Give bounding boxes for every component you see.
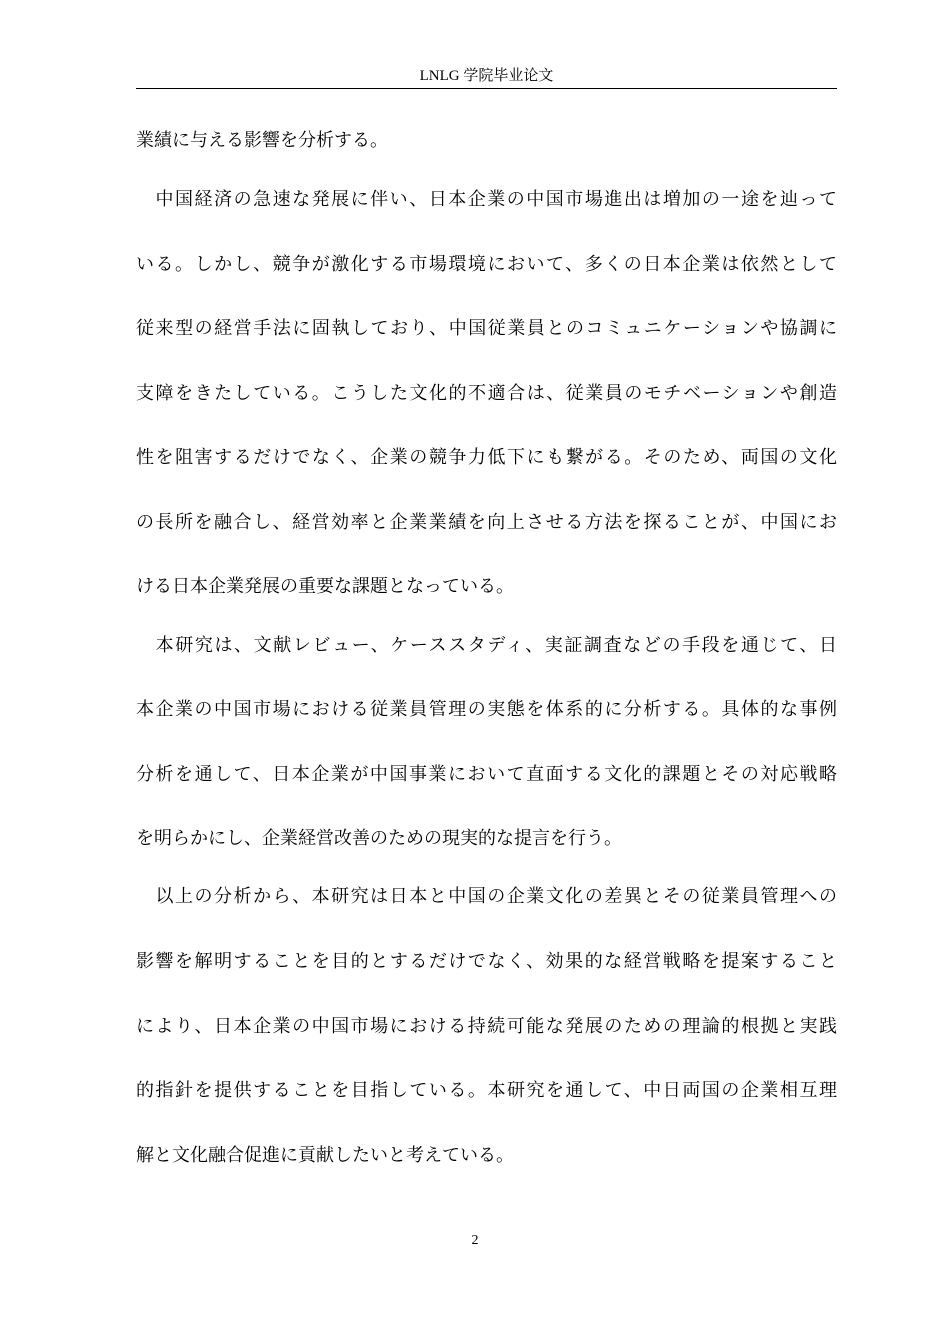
body-line: 中国経済の急速な発展に伴い、日本企業の中国市場進出は増加の一途を辿って <box>136 189 837 210</box>
body-line: の長所を融合し、経営効率と企業業績を向上させる方法を探ることが、中国にお <box>136 512 837 533</box>
header-title: LNLG 学院毕业论文 <box>419 68 554 84</box>
body-line: 性を阻害するだけでなく、企業の競争力低下にも繋がる。そのため、両国の文化 <box>136 447 837 468</box>
body-line: いる。しかし、競争が激化する市場環境において、多くの日本企業は依然として <box>136 254 837 275</box>
body-line: ける日本企業発展の重要な課題となっている。 <box>136 576 514 597</box>
body-line: 解と文化融合促進に貢献したいと考えている。 <box>136 1145 514 1166</box>
body-line: 影響を解明することを目的とするだけでなく、効果的な経営戦略を提案すること <box>136 951 837 972</box>
body-line: 以上の分析から、本研究は日本と中国の企業文化の差異とその従業員管理への <box>136 886 837 907</box>
body-line: により、日本企業の中国市場における持続可能な発展のための理論的根拠と実践 <box>136 1016 837 1037</box>
body-line: 本研究は、文献レビュー、ケーススタディ、実証調査などの手段を通じて、日 <box>136 635 837 656</box>
page-number: 2 <box>471 1233 479 1248</box>
body-line: 的指針を提供することを目指している。本研究を通して、中日両国の企業相互理 <box>136 1080 837 1101</box>
body-line: 支障をきたしている。こうした文化的不適合は、従業員のモチベーションや創造 <box>136 383 837 404</box>
body-line: 業績に与える影響を分析する。 <box>136 130 388 151</box>
body-line: 従来型の経営手法に固執しており、中国従業員とのコミュニケーションや協調に <box>136 318 837 339</box>
page-header <box>136 66 837 89</box>
body-line: 本企業の中国市場における従業員管理の実態を体系的に分析する。具体的な事例 <box>136 699 837 720</box>
body-line: 分析を通して、日本企業が中国事業において直面する文化的課題とその対応戦略 <box>136 764 837 785</box>
body-line: を明らかにし、企業経営改善のための現実的な提言を行う。 <box>136 828 622 849</box>
